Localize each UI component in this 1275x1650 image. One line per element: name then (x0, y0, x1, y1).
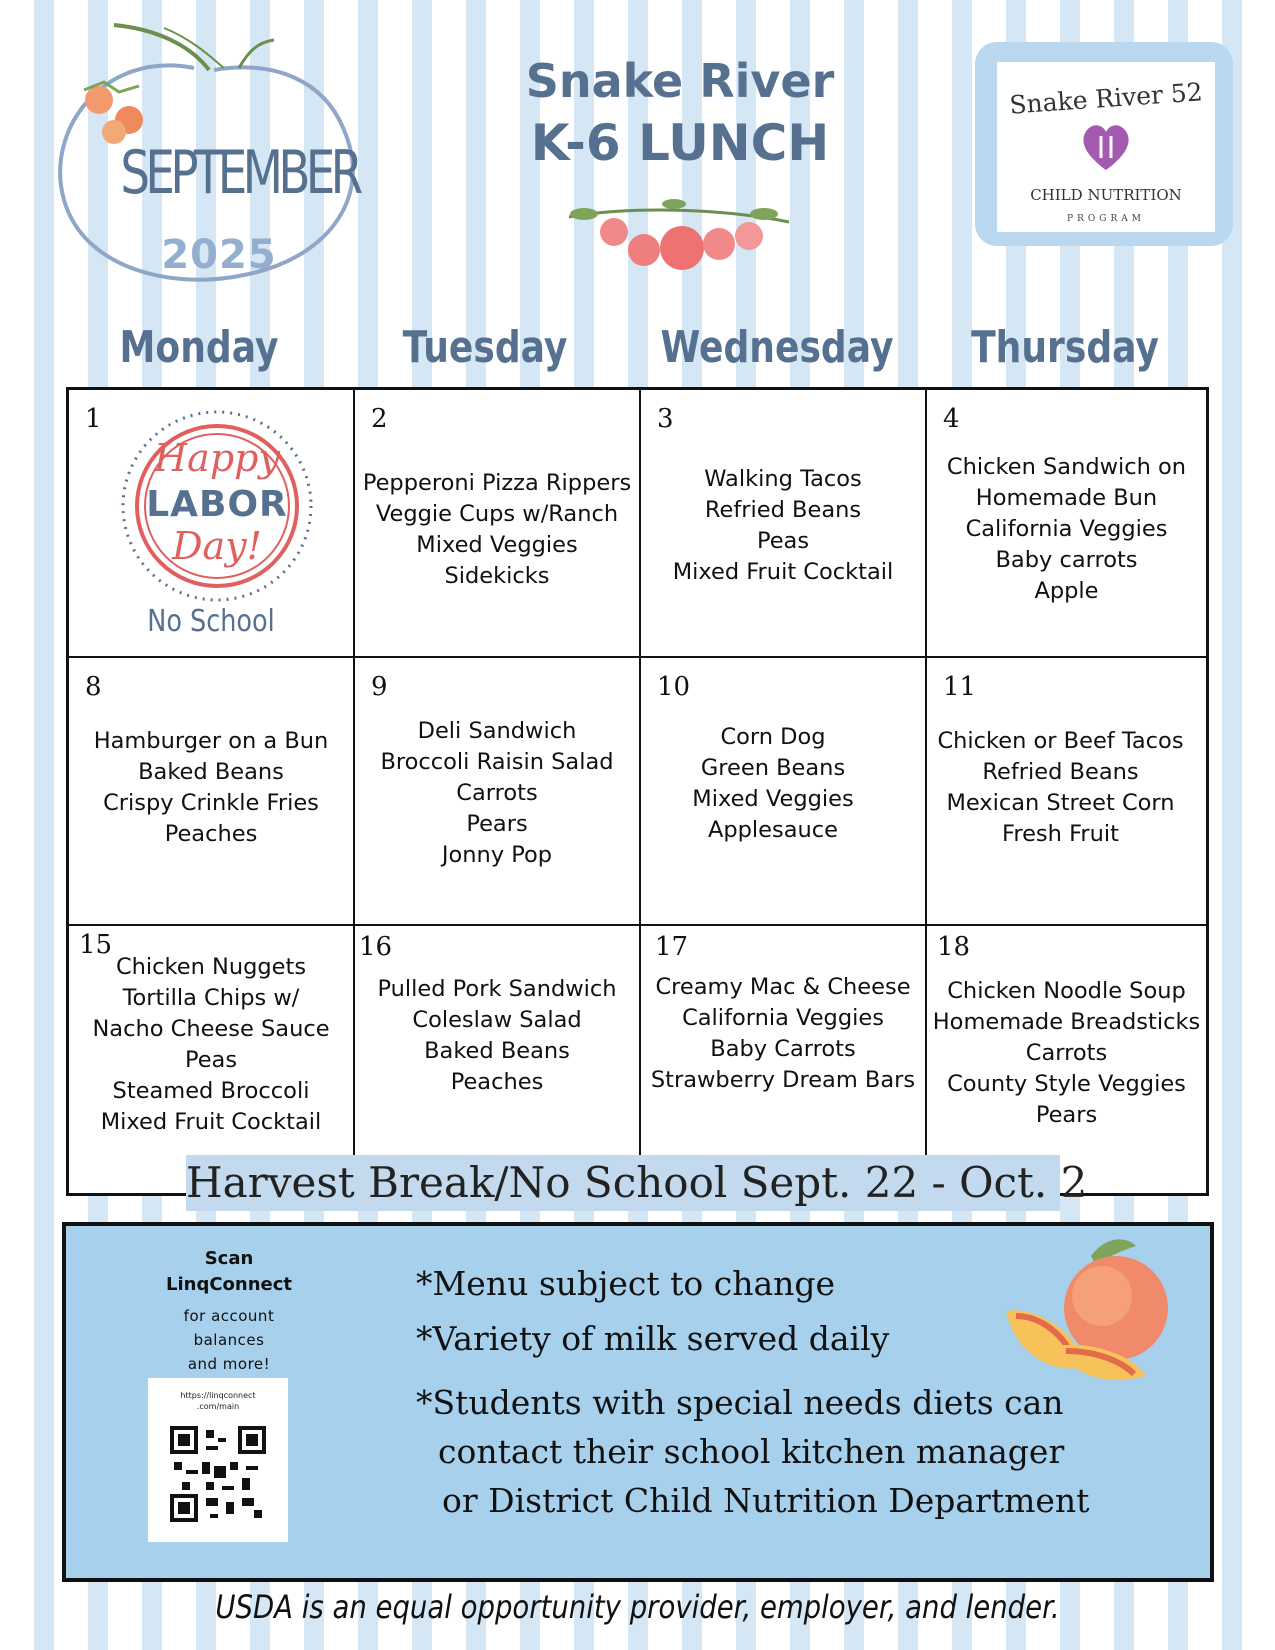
menu-items (927, 452, 1206, 607)
menu-items (923, 976, 1210, 1131)
menu-item: Mixed Fruit Cocktail (672, 559, 894, 585)
qr-card (148, 1378, 288, 1542)
scan-heading (154, 1246, 304, 1298)
date-number: 10 (657, 672, 691, 702)
note-special-diets: *Students with special needs diets can (416, 1383, 1064, 1422)
peach-slices-icon (996, 1236, 1176, 1386)
calendar-cell-sep-2 (355, 390, 641, 658)
day-header-wednesday: Wednesday (660, 322, 894, 373)
title-school: Snake River (525, 54, 835, 108)
heart-utensils-icon (1079, 120, 1133, 174)
menu-items (355, 974, 639, 1098)
menu-item: Chicken or Beef Tacos (937, 728, 1184, 754)
menu-item: Apple (1034, 578, 1099, 604)
menu-item: Tortilla Chips w/ (122, 985, 300, 1011)
menu-item: Chicken Sandwich on (946, 454, 1187, 480)
note-milk: *Variety of milk served daily (416, 1319, 890, 1358)
menu-item: Walking Tacos (704, 466, 862, 492)
date-number: 2 (371, 404, 388, 434)
scan-title-line: Scan (204, 1248, 254, 1269)
labor-day-badge (117, 406, 317, 606)
qr-url-line: .com/main (196, 1402, 240, 1411)
day-header-monday: Monday (119, 322, 279, 373)
menu-item: Baked Beans (424, 1038, 570, 1064)
scan-subtext (154, 1304, 304, 1376)
menu-item: Creamy Mac & Cheese (655, 974, 911, 1000)
scan-title-line: LinqConnect (165, 1274, 293, 1295)
menu-item: Mixed Veggies (416, 532, 578, 558)
menu-items (69, 952, 353, 1138)
qr-url-line: https://linqconnect (180, 1391, 256, 1400)
menu-items (927, 726, 1194, 850)
menu-item: Homemade Breadsticks (932, 1009, 1201, 1035)
date-number: 15 (79, 930, 113, 960)
calendar-cell-sep-11 (927, 658, 1206, 926)
school-logo (975, 42, 1233, 246)
menu-items (635, 972, 931, 1096)
menu-item: Mixed Veggies (692, 786, 854, 812)
menu-items (69, 726, 353, 850)
date-number: 16 (359, 932, 393, 962)
calendar-cell-sep-1 (69, 390, 355, 658)
calendar-cell-sep-8 (69, 658, 355, 926)
menu-items (641, 464, 925, 588)
menu-item: Hamburger on a Bun (93, 728, 329, 754)
labor-happy-text: Happy (154, 436, 280, 480)
year-label: 2025 (161, 232, 277, 278)
harvest-break-banner: Harvest Break/No School Sept. 22 - Oct. 2 (186, 1155, 1060, 1211)
info-panel (62, 1222, 1214, 1582)
menu-item: Pulled Pork Sandwich (377, 976, 617, 1002)
menu-item: Fresh Fruit (1002, 821, 1119, 847)
menu-item: California Veggies (682, 1005, 884, 1031)
date-number: 18 (937, 932, 971, 962)
calendar-cell-sep-9 (355, 658, 641, 926)
menu-item: Mexican Street Corn (946, 790, 1175, 816)
labor-day-text: Day! (172, 524, 262, 568)
logo-program: PROGRAM (1067, 214, 1145, 224)
month-label: SEPTEMBER (120, 138, 359, 208)
note-special-diets-2: contact their school kitchen manager (438, 1432, 1065, 1471)
note-special-diets-3: or District Child Nutrition Department (442, 1481, 1090, 1520)
day-header-thursday: Thursday (971, 322, 1159, 373)
date-number: 17 (655, 932, 689, 962)
menu-item: Strawberry Dream Bars (650, 1067, 916, 1093)
menu-item: Corn Dog (720, 724, 826, 750)
peach-branch-icon (564, 192, 794, 282)
calendar-cell-sep-18 (927, 926, 1206, 1193)
menu-item: Carrots (1025, 1040, 1108, 1066)
calendar-cell-sep-17 (641, 926, 927, 1193)
menu-item: California Veggies (965, 516, 1168, 542)
menu-item: Pears (1035, 1102, 1098, 1128)
qr-code-icon[interactable] (170, 1426, 266, 1522)
no-school-note: No School (147, 604, 275, 639)
menu-item: Pepperoni Pizza Rippers (362, 470, 632, 496)
scan-sub-line: balances (193, 1331, 265, 1349)
menu-item: Pears (466, 811, 528, 837)
menu-item: Baby Carrots (710, 1036, 856, 1062)
date-number: 3 (657, 404, 674, 434)
date-number: 11 (943, 672, 977, 702)
menu-item: Green Beans (700, 755, 846, 781)
menu-item: Veggie Cups w/Ranch (375, 501, 619, 527)
menu-item: Peaches (450, 1069, 544, 1095)
calendar-cell-sep-3 (641, 390, 927, 658)
qr-url (148, 1390, 288, 1412)
date-number: 8 (85, 672, 102, 702)
menu-item: Sidekicks (444, 563, 550, 589)
menu-item: Deli Sandwich (417, 718, 577, 744)
menu-item: Peas (184, 1047, 238, 1073)
menu-items (641, 722, 905, 846)
menu-item: Mixed Fruit Cocktail (100, 1109, 322, 1135)
menu-item: Chicken Nuggets (115, 954, 307, 980)
calendar-cell-sep-15 (69, 926, 355, 1193)
menu-item: Refried Beans (704, 497, 862, 523)
menu-item: Baby carrots (995, 547, 1138, 573)
calendar-cell-sep-10 (641, 658, 927, 926)
date-number: 1 (85, 404, 102, 434)
logo-name: Snake River 52 (1008, 77, 1204, 120)
calendar-cell-sep-4 (927, 390, 1206, 658)
menu-item: Refried Beans (982, 759, 1139, 785)
menu-item: County Style Veggies (947, 1071, 1186, 1097)
labor-word-text: LABOR (146, 484, 288, 525)
menu-item: Applesauce (707, 817, 839, 843)
date-number: 9 (371, 672, 388, 702)
menu-item: Jonny Pop (441, 842, 553, 868)
calendar-cell-sep-16 (355, 926, 641, 1193)
menu-item: Nacho Cheese Sauce (92, 1016, 330, 1042)
menu-item: Homemade Bun (975, 485, 1158, 511)
menu-item: Peaches (164, 821, 258, 847)
menu-item: Steamed Broccoli (112, 1078, 310, 1104)
menu-item: Carrots (456, 780, 538, 806)
usda-statement: USDA is an equal opportunity provider, employer, and lender. (215, 1588, 1060, 1626)
date-number: 4 (943, 404, 960, 434)
page-title (470, 52, 890, 176)
menu-item: Baked Beans (138, 759, 284, 785)
menu-item: Chicken Noodle Soup (947, 978, 1186, 1004)
day-header-tuesday: Tuesday (402, 322, 568, 373)
scan-sub-line: and more! (187, 1355, 271, 1373)
logo-subtitle: CHILD NUTRITION (1030, 186, 1182, 204)
scan-sub-line: for account (183, 1307, 275, 1325)
menu-item: Broccoli Raisin Salad (380, 749, 614, 775)
menu-items (355, 716, 639, 871)
month-badge (44, 20, 374, 290)
menu-items (355, 468, 639, 592)
menu-item: Crispy Crinkle Fries (103, 790, 319, 816)
menu-item: Coleslaw Salad (412, 1007, 582, 1033)
menu-item: Peas (756, 528, 810, 554)
title-lunch: K-6 LUNCH (530, 114, 830, 172)
note-menu-change: *Menu subject to change (416, 1264, 836, 1303)
lunch-calendar (66, 387, 1209, 1196)
